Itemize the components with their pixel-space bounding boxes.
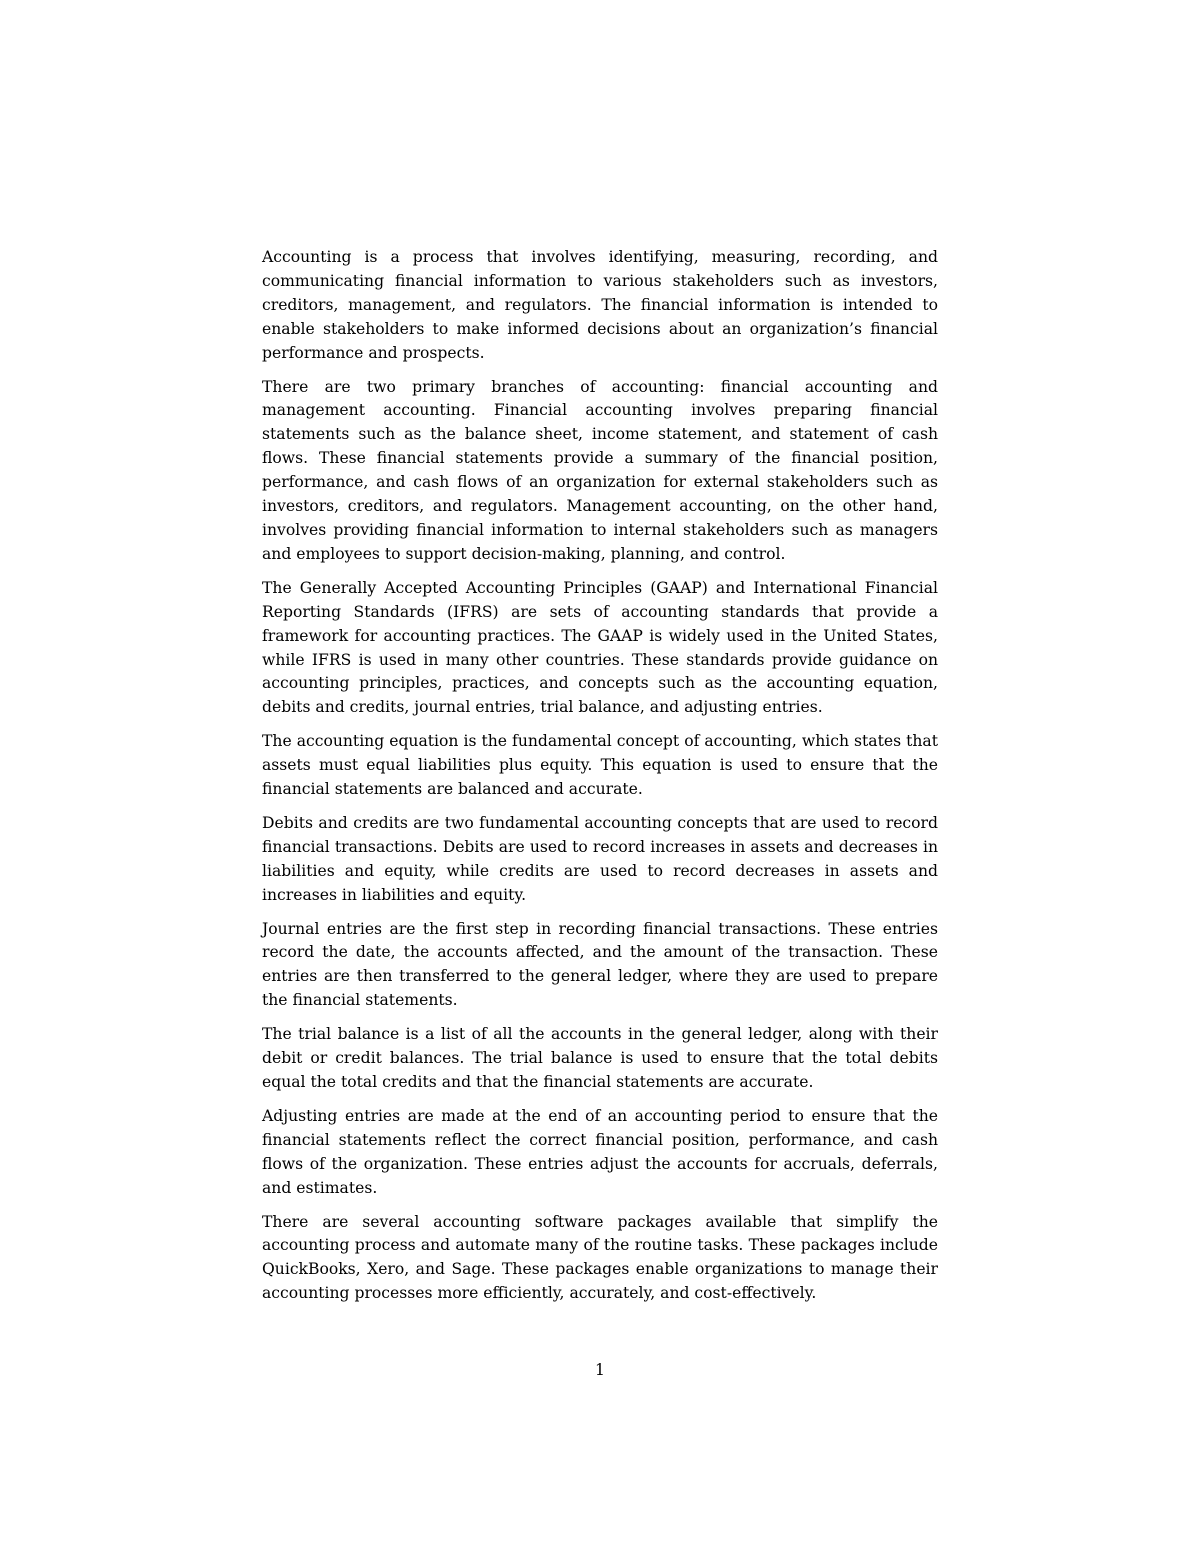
paragraph-accounting-definition: Accounting is a process that involves identifying, measuring, recording, and communicating financial information to various stakeholders such as investors, creditors, management, and regulators. The financial information is intended to enable stakeholders to make informed decisions about an organization’s financial performance and prospects. [262,248,938,362]
paragraph-adjusting-entries: Adjusting entries are made at the end of an accounting period to ensure that the financial statements reflect the correct financial position, performance, and cash flows of the organization. These entries adjust the accounts for accruals, deferrals, and estimates. [262,1106,938,1197]
paragraph-gaap-ifrs: The Generally Accepted Accounting Principles (GAAP) and International Financial Reporting Standards (IFRS) are sets of accounting standards that provide a framework for accounting practices. The GAAP is widely used in the United States, while IFRS is used in many other countries. These standards provide guidance on accounting principles, practices, and concepts such as the accounting equation, debits and credits, journal entries, trial balance, and adjusting entries. [262,578,938,717]
paragraph-accounting-equation: The accounting equation is the fundamental concept of accounting, which states that assets must equal liabilities plus equity. This equation is used to ensure that the financial statements are balanced and accurate. [262,732,938,799]
paragraph-journal-entries: Journal entries are the first step in recording financial transactions. These entries record the date, the accounts affected, and the amount of the transaction. These entries are then transferred to the general ledger, where they are used to prepare the financial statements. [262,919,938,1010]
paragraph-branches-of-accounting: There are two primary branches of accounting: financial accounting and management accounting. Financial accounting involves preparing financial statements such as the balance sheet, income statement, and statement of cash flows. These financial statements provide a summary of the financial position, performance, and cash flows of an organization for external stakeholders such as investors, creditors, and regulators. Management accounting, on the other hand, involves providing financial information to internal stakeholders such as managers and employees to support decision-making, planning, and control. [262,377,938,563]
paragraph-accounting-software: There are several accounting software packages available that simplify the accounting process and automate many of the routine tasks. These packages include QuickBooks, Xero, and Sage. These packages enable organizations to manage their accounting processes more efficiently, accurately, and cost-effectively. [262,1212,938,1303]
paragraph-debits-credits: Debits and credits are two fundamental accounting concepts that are used to record financial transactions. Debits are used to record increases in assets and decreases in liabilities and equity, while credits are used to record decreases in assets and increases in liabilities and equity. [262,813,938,904]
body-text [262,246,938,1316]
paragraph-trial-balance: The trial balance is a list of all the accounts in the general ledger, along with their debit or credit balances. The trial balance is used to ensure that the total debits equal the total credits and that the financial statements are accurate. [262,1025,938,1091]
page-number: 1 [595,1361,605,1379]
